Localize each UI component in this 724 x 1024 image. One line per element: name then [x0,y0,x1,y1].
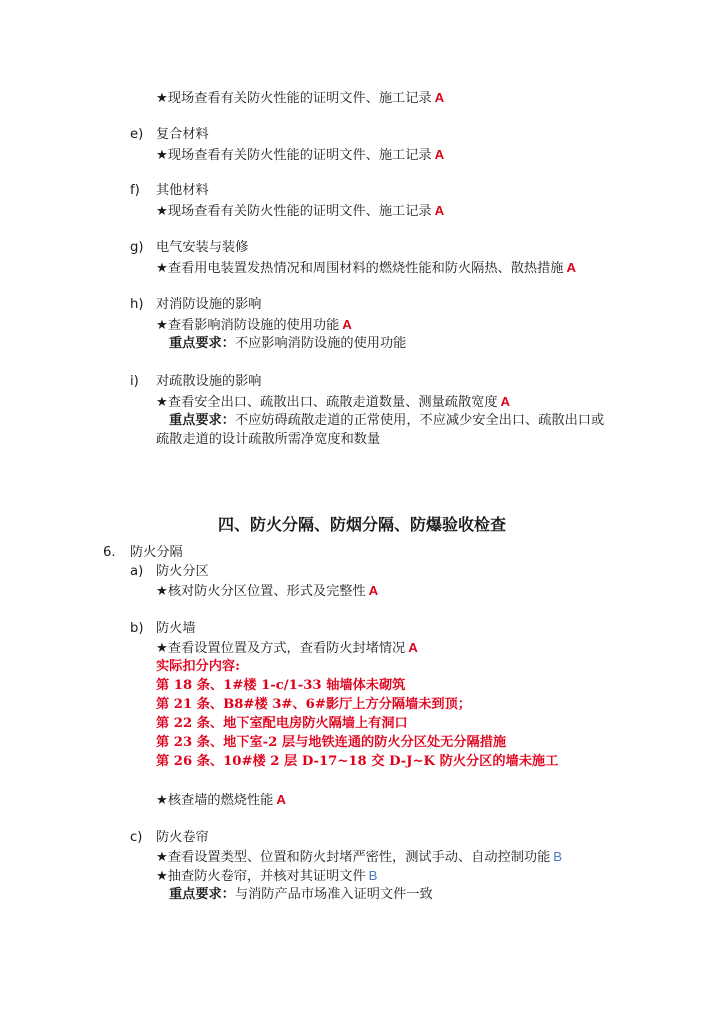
grade-badge: A [342,317,352,332]
check-line [156,791,286,810]
check-text: ★查看设置位置及方式，查看防火封堵情况 [156,641,406,656]
item-title: 复合材料 [156,127,209,142]
item-title: 防火分区 [156,564,209,579]
check-line [156,89,444,108]
section-title: 防火分隔 [130,545,183,560]
item-marker: b) [130,621,144,636]
grade-badge: A [368,583,379,598]
requirement-text: 不应影响消防设施的使用功能 [234,336,407,351]
check-line [156,146,444,165]
check-text: ★查看用电装置发热情况和周围材料的燃烧性能和防火隔热、散热措施 [156,261,564,276]
key-requirement [169,886,433,904]
check-line [156,393,510,412]
check-text: ★抽查防火卷帘，并核对其证明文件 [156,869,366,884]
deduction-title: 实际扣分内容: [156,659,240,674]
item-marker: e) [130,127,144,142]
check-text: ★查看安全出口、疏散出口、疏散走道数量、测量疏散宽度 [156,395,498,410]
check-line [156,259,576,278]
section-number: 6. [103,545,116,560]
key-requirement [169,412,604,430]
item-title: 电气安装与装修 [156,240,249,255]
check-text: ★现场查看有关防火性能的证明文件、施工记录 [156,204,432,219]
item-title: 对疏散设施的影响 [156,374,262,389]
grade-badge: A [434,203,445,218]
deduction-item: 第 22 条、地下室配电房防火隔墙上有洞口 [156,716,408,731]
requirement-label: 重点要求： [169,413,235,428]
check-text: ★核对防火分区位置、形式及完整性 [156,584,366,599]
key-requirement [169,335,406,353]
item-title: 其他材料 [156,183,209,198]
check-text: ★查看设置类型、位置和防火封堵严密性，测试手动、自动控制功能 [156,850,551,865]
deduction-item: 第 21 条、B8#楼 3#、6#影厅上方分隔墙未到顶； [156,697,471,712]
check-line [156,202,444,221]
grade-badge: B [368,868,378,883]
check-line [156,639,418,658]
item-marker: a) [130,564,144,579]
requirement-label: 重点要求： [169,336,235,351]
grade-badge: A [566,260,576,275]
item-title: 防火卷帘 [156,830,209,845]
requirement-text: 与消防产品市场准入证明文件一致 [234,887,433,902]
item-title: 防火墙 [156,621,196,636]
check-text: ★现场查看有关防火性能的证明文件、施工记录 [156,148,432,163]
check-line [156,316,352,335]
item-marker: i) [130,374,139,389]
item-marker: h) [130,297,144,312]
grade-badge: A [500,394,511,409]
grade-badge: A [276,792,286,807]
check-text: ★查看影响消防设施的使用功能 [156,318,340,333]
grade-badge: A [434,147,445,162]
check-text: ★核查墙的燃烧性能 [156,793,274,808]
deduction-item: 第 26 条、10#楼 2 层 D-17~18 交 D-J~K 防火分区的墙未施工 [156,754,559,769]
item-title: 对消防设施的影响 [156,297,262,312]
grade-badge: A [408,640,418,655]
grade-badge: B [553,849,563,864]
item-marker: c) [130,830,143,845]
item-marker: f) [130,183,140,198]
check-line [156,848,562,867]
deduction-item: 第 23 条、地下室-2 层与地铁连通的防火分区处无分隔措施 [156,735,507,750]
item-marker: g) [130,240,144,255]
grade-badge: A [434,90,445,105]
section-heading: 四、防火分隔、防烟分隔、防爆验收检查 [217,515,506,534]
check-line [156,582,378,601]
requirement-text-continued: 疏散走道的设计疏散所需净宽度和数量 [156,432,381,447]
check-line [156,867,377,886]
requirement-text: 不应妨碍疏散走道的正常使用，不应减少安全出口、疏散出口或 [234,413,605,428]
requirement-label: 重点要求： [169,887,235,902]
check-text: ★现场查看有关防火性能的证明文件、施工记录 [156,91,432,106]
deduction-item: 第 18 条、1#楼 1-c/1-33 轴墙体未砌筑 [156,678,406,693]
